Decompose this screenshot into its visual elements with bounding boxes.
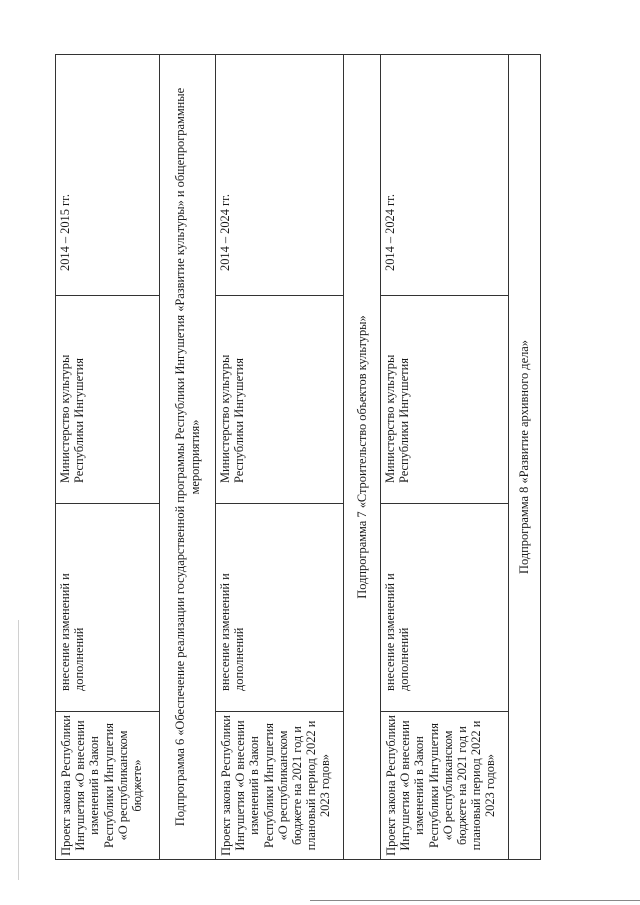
table-row [216,55,344,860]
action-cell: внесение изменений и дополнений [56,504,160,712]
measures-table [55,54,541,860]
section-row [509,55,541,860]
period-cell: 2014 – 2024 гг. [216,55,344,296]
table-row [56,55,160,860]
responsible-cell: Министерство культуры Республики Ингушетия [216,296,344,504]
page-bottom-rule [310,900,640,901]
subprogram-7-heading: Подпрограмма 7 «Строительство объектов культуры» [344,55,381,860]
subprogram-8-heading: Подпрограмма 8 «Развитие архивного дела» [509,55,541,860]
action-cell: внесение изменений и дополнений [381,504,509,712]
table-row [381,55,509,860]
subprogram-6-heading: Подпрограмма 6 «Обеспечение реализации государственной программы Республики Ингушетия «Развитие культуры» и общепрограммные мероприятия» [160,55,216,860]
period-cell: 2014 – 2024 гг. [381,55,509,296]
period-cell: 2014 – 2015 гг. [56,55,160,296]
section-row [344,55,381,860]
document-cell: Проект закона Республики Ингушетия «О внесении изменений в Закон Республики Ингушетия «О республиканском бюджете» [56,712,160,860]
action-cell: внесение изменений и дополнений [216,504,344,712]
rotated-page [55,55,540,860]
responsible-cell: Министерство культуры Республики Ингушетия [381,296,509,504]
document-cell: Проект закона Республики Ингушетия «О внесении изменений в Закон Республики Ингушетия «О республиканском бюджете на 2021 год и плановый период 2022 и 2023 годов» [381,712,509,860]
scan-edge-mark [18,620,19,880]
section-row [160,55,216,860]
document-cell: Проект закона Республики Ингушетия «О внесении изменений в Закон Республики Ингушетия «О республиканском бюджете на 2021 год и плановый период 2022 и 2023 годов» [216,712,344,860]
responsible-cell: Министерство культуры Республики Ингушетия [56,296,160,504]
